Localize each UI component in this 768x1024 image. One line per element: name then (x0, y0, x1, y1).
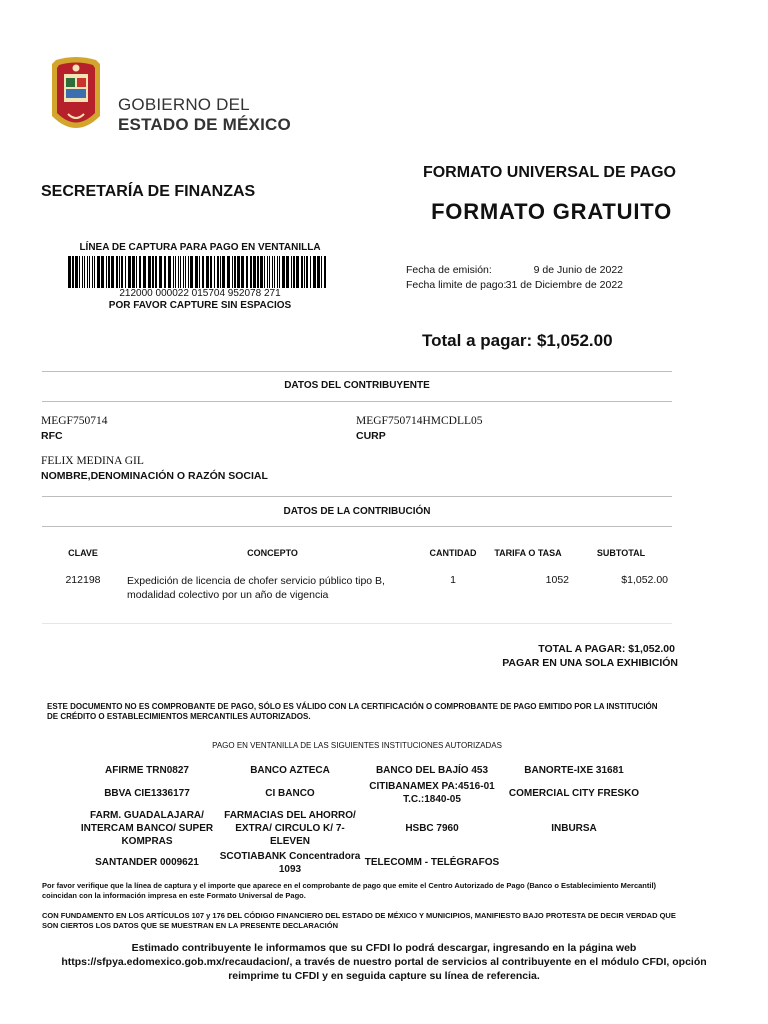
barcode-bar (241, 256, 244, 288)
barcode-bar (136, 256, 137, 288)
barcode-bar (68, 256, 71, 288)
barcode-bar (155, 256, 157, 288)
emission-date-label: Fecha de emisión: (406, 264, 492, 276)
column-header-tarifa: TARIFA O TASA (494, 548, 562, 558)
summary-exhibition-line: PAGAR EN UNA SOLA EXHIBICIÓN (502, 657, 678, 669)
barcode-bar (286, 256, 289, 288)
barcode-bar (79, 256, 80, 288)
barcode-bar (190, 256, 193, 288)
barcode-bar (92, 256, 93, 288)
barcode-image (68, 256, 330, 288)
barcode-bar (306, 256, 308, 288)
barcode-bar (168, 256, 171, 288)
barcode-bar (139, 256, 141, 288)
barcode-bar (148, 256, 151, 288)
column-header-cantidad: CANTIDAD (429, 548, 477, 558)
barcode-bar (222, 256, 225, 288)
barcode-bar (164, 256, 166, 288)
barcode-bar (111, 256, 114, 288)
cell-subtotal: $1,052.00 (621, 574, 668, 586)
verification-note: Por favor verifique que la línea de captura y el importe que aparece en el comprobante de pago que emite el Centro Autorizado de Pago (Banco o Establecimiento Mercantil) coincidan con la información impresa en este Formato Universal de Pago. (42, 881, 657, 900)
contribucion-section-title: DATOS DE LA CONTRIBUCIÓN (283, 506, 431, 517)
barcode-bar (296, 256, 299, 288)
barcode-bar (232, 256, 233, 288)
barcode-bar (272, 256, 273, 288)
rfc-label: RFC (41, 430, 63, 442)
barcode-bar (277, 256, 278, 288)
barcode-bar (72, 256, 74, 288)
divider (42, 623, 672, 624)
bank-item: BBVA CIE1336177 (104, 787, 190, 799)
name-value: FELIX MEDINA GIL (41, 455, 144, 467)
barcode-bar (94, 256, 95, 288)
barcode-bar (220, 256, 221, 288)
barcode-number: 212000 000022 015704 952078 271 (119, 288, 281, 299)
barcode-bar (195, 256, 198, 288)
barcode-bar (132, 256, 135, 288)
column-header-subtotal: SUBTOTAL (596, 548, 646, 558)
barcode-bar (313, 256, 316, 288)
government-name-line1: GOBIERNO DEL (118, 95, 250, 114)
total-to-pay (422, 331, 613, 351)
curp-label: CURP (356, 430, 386, 442)
barcode-bar (269, 256, 270, 288)
bank-item: BANCO DEL BAJÍO 453 (375, 764, 489, 776)
form-title: FORMATO UNIVERSAL DE PAGO (422, 164, 676, 181)
barcode-bar (199, 256, 200, 288)
barcode-bar (253, 256, 256, 288)
barcode-bar (257, 256, 259, 288)
barcode-bar (183, 256, 184, 288)
divider (42, 496, 672, 497)
rfc-value: MEGF750714 (41, 415, 108, 427)
barcode-bar (227, 256, 230, 288)
bank-item: FARM. GUADALAJARA/ INTERCAM BANCO/ SUPER KOMPRAS (80, 809, 214, 847)
barcode-bar (234, 256, 236, 288)
divider (42, 371, 672, 372)
barcode-bar (282, 256, 285, 288)
government-name (118, 96, 291, 133)
barcode-bar (175, 256, 176, 288)
barcode-bar (75, 256, 78, 288)
barcode-bar (82, 256, 83, 288)
contribuyente-section-title: DATOS DEL CONTRIBUYENTE (284, 380, 430, 391)
total-value: $1,052.00 (536, 331, 613, 350)
bank-item: BANORTE-IXE 31681 (524, 764, 624, 776)
form-type: FORMATO GRATUITO (431, 199, 672, 224)
barcode-bar (152, 256, 154, 288)
bank-item: CITIBANAMEX PA:4516-01 T.C.:1840-05 (369, 781, 495, 805)
barcode-bar (119, 256, 120, 288)
barcode-bar (116, 256, 118, 288)
barcode-bar (210, 256, 212, 288)
cell-clave: 212198 (65, 574, 101, 586)
bank-item: SCOTIABANK Concentradora 1093 (219, 851, 361, 875)
barcode-title: LÍNEA DE CAPTURA PARA PAGO EN VENTANILLA (79, 242, 321, 253)
bank-item: BANCO AZTECA (250, 764, 330, 776)
barcode-bar (84, 256, 85, 288)
barcode-bar (214, 256, 215, 288)
bank-item: INBURSA (551, 822, 597, 834)
barcode-note: POR FAVOR CAPTURE SIN ESPACIOS (108, 300, 292, 311)
name-label: NOMBRE,DENOMINACIÓN O RAZÓN SOCIAL (41, 470, 268, 482)
barcode-bar (202, 256, 204, 288)
legal-declaration: CON FUNDAMENTO EN LOS ARTÍCULOS 107 y 176 DEL CÓDIGO FINANCIERO DEL ESTADO DE MÉXICO Y MUNICIPIOS, MANIFIESTO BAJO PROTESTA DE DECIR VERDAD QUE SON CIERTOS LOS DATOS QUE SE MUESTRAN EN LA PRESENTE DECLARACIÓN (42, 911, 676, 930)
barcode-bar (267, 256, 268, 288)
barcode-bar (237, 256, 240, 288)
bank-item: TELECOMM - TELÉGRAFOS (364, 856, 500, 868)
barcode-bar (317, 256, 320, 288)
government-name-line2: ESTADO DE MÉXICO (118, 115, 291, 134)
barcode-bar (264, 256, 265, 288)
cfdi-info: Estimado contribuyente le informamos que su CFDI lo podrá descargar, ingresando en la página web https://sfpya.edomexico.gob.mx/recaudacion/, a través de nuestro portal de servicios al contribuyente en el módulo CFDI, opción reimprime tu CFDI y en seguida capture su línea de referencia. (61, 942, 707, 982)
emission-date-value: 9 de Junio de 2022 (533, 264, 623, 276)
barcode-bar (125, 256, 126, 288)
barcode-bar (250, 256, 252, 288)
bank-item: CI BANCO (265, 787, 315, 799)
barcode-bar (301, 256, 303, 288)
barcode-bar (178, 256, 179, 288)
cell-tarifa: 1052 (545, 574, 569, 586)
secretaria-title: SECRETARÍA DE FINANZAS (41, 183, 256, 200)
barcode-bar (121, 256, 123, 288)
barcode-bar (279, 256, 280, 288)
barcode-bar (173, 256, 174, 288)
barcode-bar (128, 256, 131, 288)
curp-value: MEGF750714HMCDLL05 (356, 415, 483, 427)
limit-date-value: 31 de Diciembre de 2022 (505, 279, 623, 291)
barcode-bar (159, 256, 162, 288)
barcode-bar (217, 256, 219, 288)
barcode-bar (260, 256, 263, 288)
column-header-clave: CLAVE (68, 548, 98, 558)
barcode-bar (185, 256, 186, 288)
barcode-bar (188, 256, 189, 288)
limit-date-label: Fecha limite de pago: (406, 279, 507, 291)
barcode-bar (97, 256, 100, 288)
cell-concepto: Expedición de licencia de chofer servicio público tipo B, modalidad colectivo por un año de vigencia (127, 575, 385, 601)
divider (42, 526, 672, 527)
barcode-bar (143, 256, 146, 288)
disclaimer: ESTE DOCUMENTO NO ES COMPROBANTE DE PAGO, SÓLO ES VÁLIDO CON LA CERTIFICACIÓN O COMPROBANTE DE PAGO EMITIDO POR LA INSTITUCIÓN DE CRÉDITO O ESTABLECIMIENTOS MERCANTILES AUTORIZADOS. (47, 702, 658, 721)
cell-cantidad: 1 (450, 574, 456, 586)
bank-item: SANTANDER 0009621 (95, 856, 199, 868)
barcode-bar (101, 256, 104, 288)
bank-item: AFIRME TRN0827 (105, 764, 189, 776)
summary-total-line: TOTAL A PAGAR: $1,052.00 (538, 643, 675, 655)
column-header-concepto: CONCEPTO (247, 548, 298, 558)
barcode-bar (324, 256, 326, 288)
barcode-bar (304, 256, 305, 288)
banks-title: PAGO EN VENTANILLA DE LAS SIGUIENTES INSTITUCIONES AUTORIZADAS (212, 741, 502, 750)
barcode-bar (293, 256, 295, 288)
barcode-bar (274, 256, 275, 288)
total-label: Total a pagar: (422, 331, 533, 350)
barcode-bar (206, 256, 209, 288)
barcode-bar (180, 256, 181, 288)
barcode-bar (246, 256, 248, 288)
barcode-bar (89, 256, 90, 288)
barcode-bar (310, 256, 311, 288)
barcode-bar (291, 256, 292, 288)
divider (42, 401, 672, 402)
bank-item: HSBC 7960 (405, 822, 459, 834)
estado-de-mexico-seal-icon (48, 56, 104, 138)
bank-item: FARMACIAS DEL AHORRO/ EXTRA/ CIRCULO K/ 7-ELEVEN (224, 809, 356, 847)
barcode-bar (108, 256, 110, 288)
bank-item: COMERCIAL CITY FRESKO (508, 787, 640, 799)
barcode-bar (87, 256, 88, 288)
barcode-bar (321, 256, 322, 288)
barcode-bar (106, 256, 107, 288)
